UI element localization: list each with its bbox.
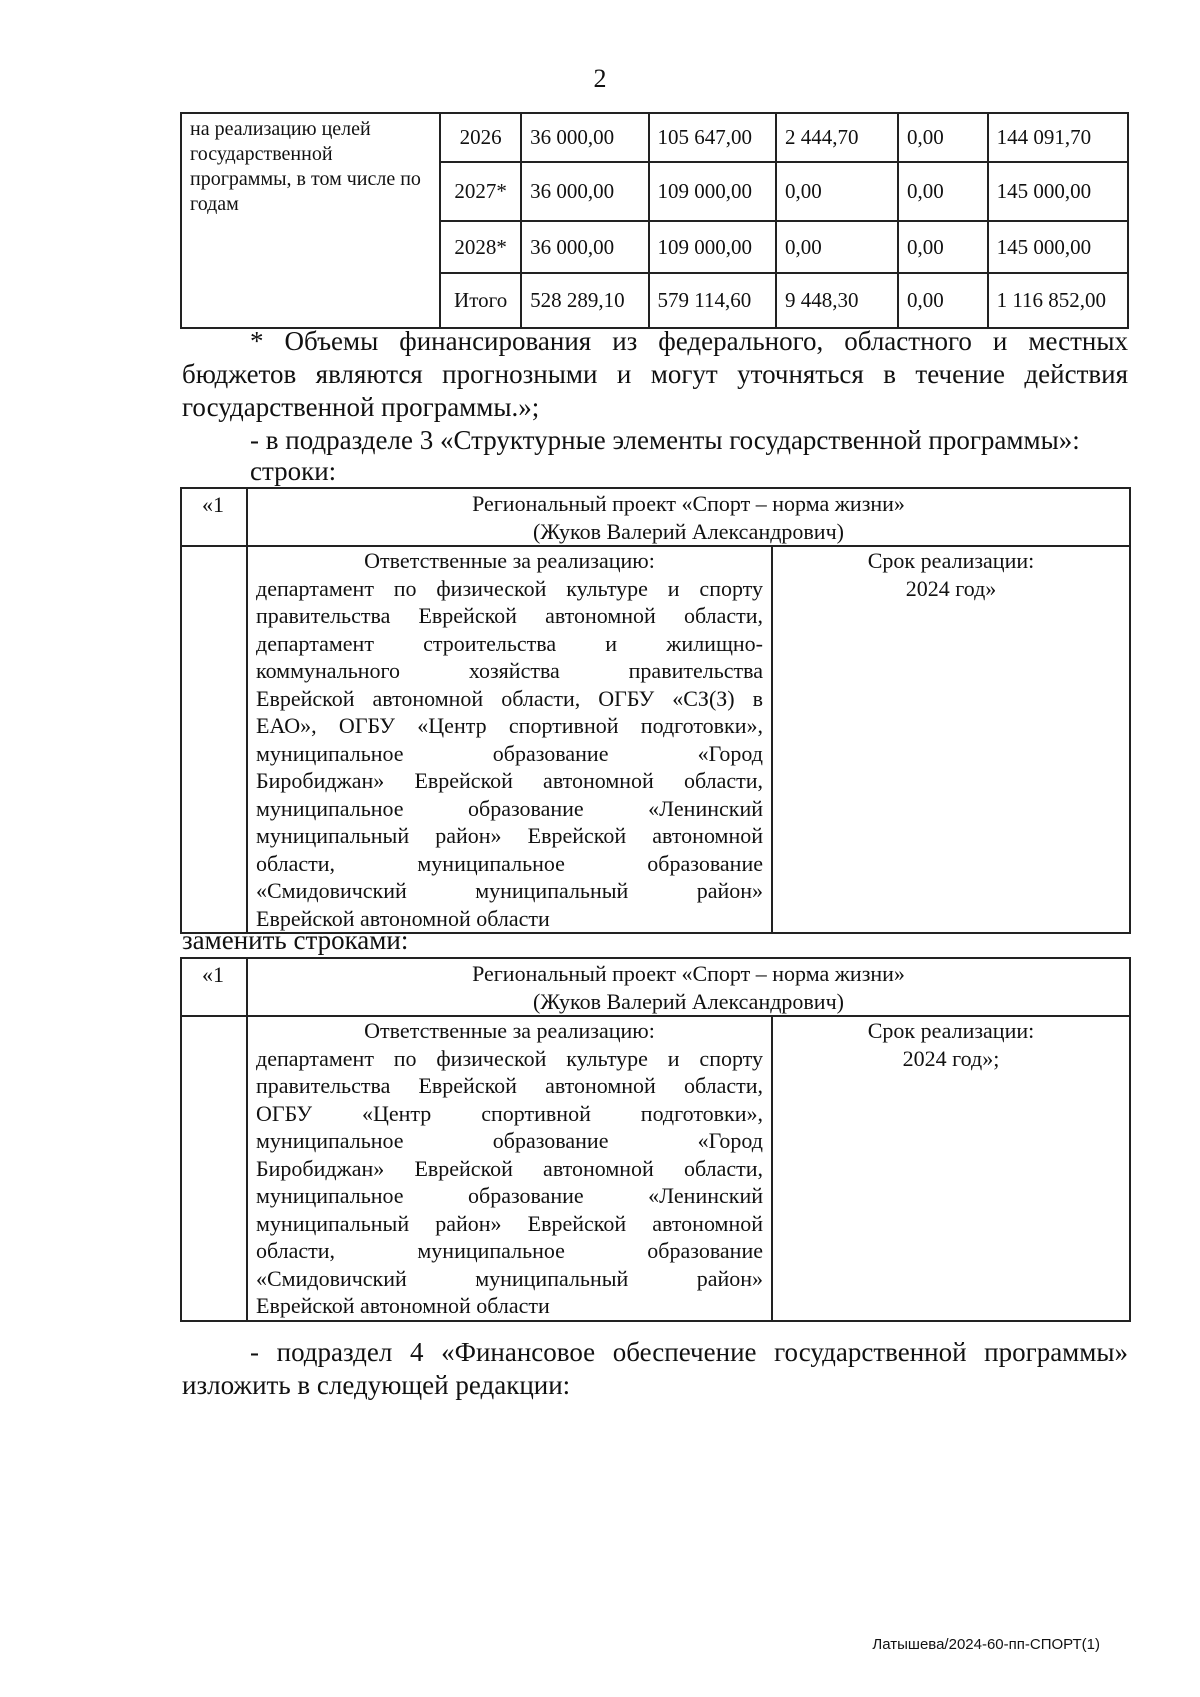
page-number: 2: [593, 64, 607, 93]
amount-cell: 0,00: [776, 221, 898, 273]
responsible-line: правительства Еврейской автономной области,: [256, 1073, 763, 1098]
total-cell: 144 091,70: [988, 113, 1128, 162]
empty-number-cell: [181, 1016, 247, 1321]
amount-cell: 0,00: [898, 273, 988, 328]
responsible-line: департамент строительства и жилищно-: [256, 630, 763, 656]
amount-cell: 36 000,00: [521, 113, 648, 162]
element-number: «1: [181, 958, 247, 1016]
amount-cell: 2 444,70: [776, 113, 898, 162]
responsible-cell: [247, 1016, 772, 1321]
responsible-row: [181, 546, 1130, 933]
footnote-paragraph: * Объемы финансирования из федерального, областного и местных бюджетов являются прогнозными и могут уточняться в течение действия государственной программы.»;: [182, 326, 1128, 422]
amount-cell: 0,00: [898, 113, 988, 162]
project-title: Региональный проект «Спорт – норма жизни»: [472, 491, 905, 516]
responsible-line: Еврейской автономной области, ОГБУ «СЗ(З) в: [256, 685, 763, 711]
amount-cell: 105 647,00: [649, 113, 776, 162]
responsible-row: [181, 1016, 1130, 1321]
term-heading: Срок реализации:: [867, 1018, 1035, 1043]
project-header-row: [181, 958, 1130, 1016]
subsection-4-paragraph: - подраздел 4 «Финансовое обеспечение государственной программы» изложить в следующей редакции:: [182, 1337, 1128, 1400]
project-title-cell: [247, 488, 1130, 546]
responsible-line: Биробиджан» Еврейской автономной области,: [256, 1155, 763, 1181]
amount-cell: 579 114,60: [649, 273, 776, 328]
responsible-heading: Ответственные за реализацию:: [364, 1018, 655, 1043]
term-cell: [772, 546, 1130, 933]
amount-cell: 109 000,00: [649, 162, 776, 221]
responsible-line: муниципальное образование «Ленинский: [256, 1183, 763, 1208]
year-cell: 2026: [440, 113, 521, 162]
subsection-3-paragraph: - в подразделе 3 «Структурные элементы государственной программы»:: [250, 425, 1080, 455]
responsible-line: коммунального хозяйства правительства: [256, 658, 763, 683]
total-cell: 1 116 852,00: [988, 273, 1128, 328]
responsible-line: области, муниципальное образование: [256, 850, 763, 876]
responsible-line: Биробиджан» Еврейской автономной области,: [256, 768, 763, 793]
finance-table: [180, 112, 1129, 329]
old-structural-element-table: [180, 487, 1131, 934]
responsible-line: муниципальное образование «Город: [256, 740, 763, 766]
project-curator: (Жуков Валерий Александрович): [533, 988, 844, 1014]
amount-cell: 36 000,00: [521, 162, 648, 221]
project-title: Региональный проект «Спорт – норма жизни»: [472, 961, 905, 986]
lines-label: строки:: [250, 456, 337, 486]
term-cell: [772, 1016, 1130, 1321]
replace-with-label: заменить строками:: [182, 925, 409, 955]
document-code-footer: Латышева/2024-60-пп-СПОРТ(1): [872, 1636, 1100, 1653]
term-value: 2024 год»: [905, 575, 997, 601]
responsible-line: департамент по физической культуре и спорту: [256, 575, 763, 601]
amount-cell: 0,00: [898, 162, 988, 221]
responsible-line: области, муниципальное образование: [256, 1238, 763, 1263]
responsible-line: «Смидовичский муниципальный район»: [256, 878, 763, 903]
amount-cell: 9 448,30: [776, 273, 898, 328]
finance-row-2026: [181, 113, 1128, 162]
element-number: «1: [181, 488, 247, 546]
responsible-line: Еврейской автономной области: [256, 1293, 550, 1318]
project-header-row: [181, 488, 1130, 546]
total-cell: 145 000,00: [988, 221, 1128, 273]
responsible-line: муниципальный район» Еврейской автономной: [256, 823, 763, 848]
project-curator: (Жуков Валерий Александрович): [533, 518, 844, 544]
total-cell: 145 000,00: [988, 162, 1128, 221]
responsible-heading: Ответственные за реализацию:: [364, 548, 655, 573]
term-value: 2024 год»;: [902, 1045, 1000, 1071]
responsible-line: муниципальный район» Еврейской автономной: [256, 1210, 763, 1236]
responsible-line: правительства Еврейской автономной области,: [256, 603, 763, 628]
project-title-cell: [247, 958, 1130, 1016]
responsible-line: муниципальное образование «Город: [256, 1128, 763, 1153]
responsible-line: Еврейской автономной области: [256, 905, 550, 931]
finance-row-label: на реализацию целей государственной программы, в том числе по годам: [181, 113, 440, 328]
year-cell: 2028*: [440, 221, 521, 273]
year-cell: 2027*: [440, 162, 521, 221]
responsible-line: «Смидовичский муниципальный район»: [256, 1265, 763, 1291]
responsible-line: муниципальное образование «Ленинский: [256, 795, 763, 821]
amount-cell: 0,00: [776, 162, 898, 221]
responsible-line: департамент по физической культуре и спорту: [256, 1045, 763, 1071]
amount-cell: 109 000,00: [649, 221, 776, 273]
responsible-line: ЕАО», ОГБУ «Центр спортивной подготовки»,: [256, 713, 763, 738]
year-cell: Итого: [440, 273, 521, 328]
new-structural-element-table: [180, 957, 1131, 1322]
empty-number-cell: [181, 546, 247, 933]
amount-cell: 36 000,00: [521, 221, 648, 273]
responsible-line: ОГБУ «Центр спортивной подготовки»,: [256, 1100, 763, 1126]
amount-cell: 0,00: [898, 221, 988, 273]
responsible-cell: [247, 546, 772, 933]
amount-cell: 528 289,10: [521, 273, 648, 328]
term-heading: Срок реализации:: [867, 548, 1035, 573]
